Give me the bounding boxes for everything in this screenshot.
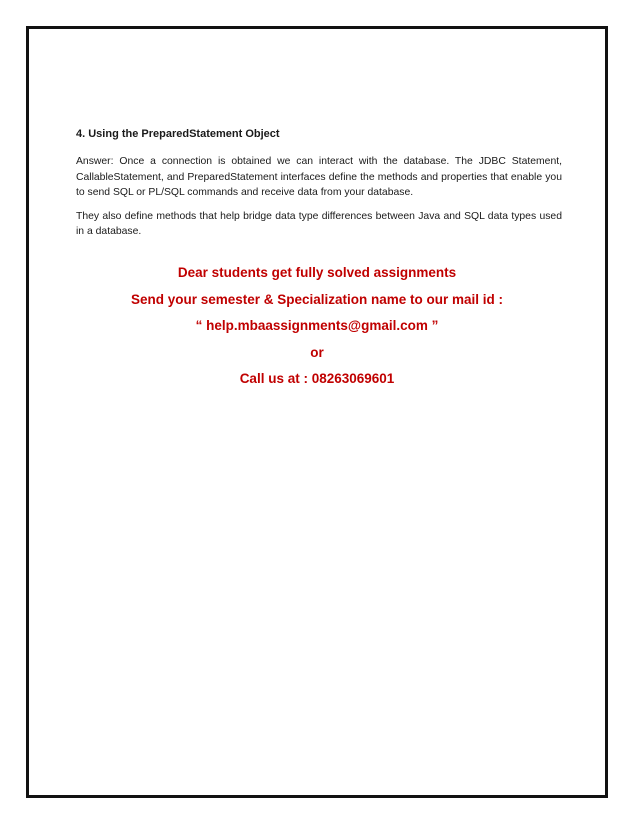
promo-email: “ help.mbaassignments@gmail.com ” bbox=[195, 318, 439, 333]
document-body bbox=[76, 128, 562, 248]
promo-instruction: Send your semester & Specialization name to our mail id : bbox=[130, 291, 504, 307]
promo-phone: Call us at : 08263069601 bbox=[239, 371, 395, 386]
answer-paragraph: Answer: Once a connection is obtained we can interact with the database. The JDBC Statement, CallableStatement, and PreparedStatement interfaces define the methods and properties that enable you to send SQL or PL/SQL commands and receive data from your database. bbox=[76, 156, 562, 198]
data-types-paragraph: They also define methods that help bridge data type differences between Java and SQL data types used in a database. bbox=[76, 210, 562, 237]
promo-headline: Dear students get fully solved assignments bbox=[177, 265, 457, 280]
promo-or: or bbox=[310, 344, 324, 360]
promo-block bbox=[26, 260, 608, 393]
section-heading: 4. Using the PreparedStatement Object bbox=[76, 128, 280, 140]
